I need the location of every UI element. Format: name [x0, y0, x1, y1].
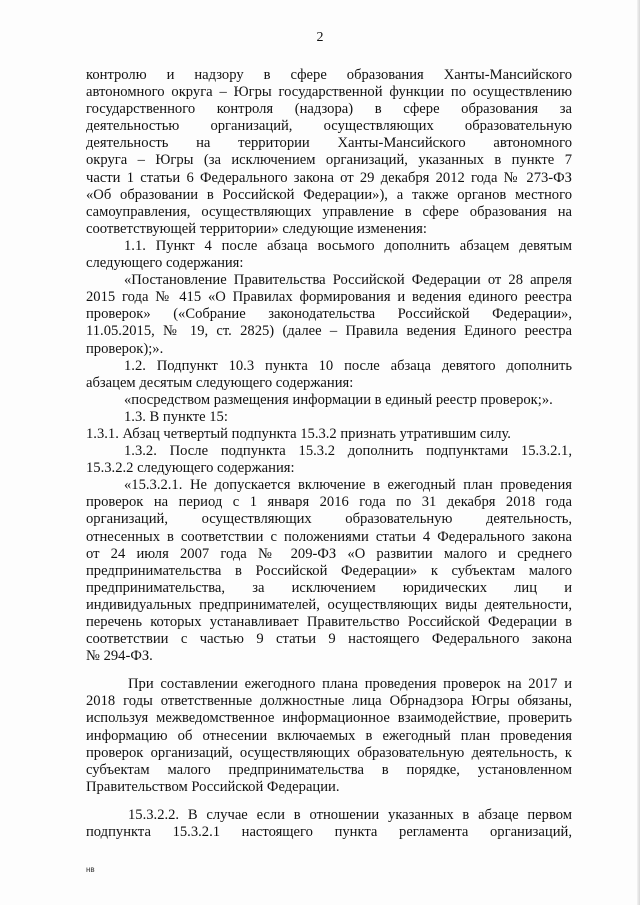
text-line: предпринимательства в Российской Федерации» к субъектам малого: [86, 562, 572, 579]
text-line: 15.3.2.2 следующего содержания:: [86, 460, 295, 477]
text-line: 15.3.2.2. В случае если в отношении указанных в абзаце первом: [128, 806, 572, 823]
text-line: части 1 статьи 6 Федерального закона от 29 декабря 2012 года № 273-ФЗ: [86, 169, 572, 186]
text-line: абзацем десятым следующего содержания:: [86, 374, 354, 391]
text-line: государственного контроля (надзора) в сфере образования за: [86, 101, 572, 118]
footer-initials: нв: [86, 865, 95, 874]
text-line: соответствующей территории» следующие изменения:: [86, 220, 427, 237]
text-line: перечень которых устанавливает Правительство Российской Федерации в: [86, 614, 572, 630]
text-line: организаций, осуществляющих образовательную деятельность,: [86, 511, 572, 528]
text-line: проверок на период с 1 января 2016 года по 31 декабря 2018 года: [86, 494, 572, 511]
text-line: 11.05.2015, № 19, ст. 2825) (далее – Правила ведения Единого реестра: [86, 323, 572, 340]
text-line: «Об образовании в Российской Федерации»), а также органов местного: [86, 186, 572, 203]
text-line: При составлении ежегодного плана проведения проверок на 2017 и: [128, 676, 572, 693]
text-line: 1.3. В пункте 15:: [124, 408, 228, 425]
text-line: проверок организаций, осуществляющих образовательную деятельность, к: [86, 744, 572, 761]
text-line: индивидуальных предпринимателей, осуществляющих виды деятельности,: [86, 596, 572, 613]
text-line: «15.3.2.1. Не допускается включение в ежегодный план проведения: [124, 477, 572, 494]
text-line: автономного округа – Югры государственной функции по осуществлению: [86, 84, 572, 101]
text-line: 1.1. Пункт 4 после абзаца восьмого дополнить абзацем девятым: [124, 237, 572, 254]
text-line: соответствии с частью 9 статьи 9 настоящего Федерального закона: [86, 631, 572, 648]
document-body: [86, 67, 572, 841]
text-line: проверок);».: [86, 340, 164, 357]
text-line: 1.2. Подпункт 10.3 пункта 10 после абзаца девятого дополнить: [124, 357, 572, 374]
text-line: используя межведомственное информационное взаимодействие, проверить: [86, 710, 572, 727]
text-line: проверок» («Собрание законодательства Российской Федерации»,: [86, 306, 572, 323]
page-number: 2: [316, 30, 324, 45]
text-line: 2018 годы ответственные должностные лица Обрнадзора Югры обязаны,: [86, 693, 572, 710]
text-line: субъектам малого предпринимательства в порядке, установленном: [86, 761, 572, 778]
text-line: отнесенных в соответствии с положениями статьи 4 Федерального закона: [86, 528, 572, 545]
text-line: деятельность на территории Ханты-Мансийского автономного: [86, 135, 572, 152]
text-line: «Постановление Правительства Российской Федерации от 28 апреля: [124, 272, 572, 289]
text-line: деятельностью организаций, осуществляющих образовательную: [86, 118, 572, 135]
text-line: предпринимательства, за исключением юридических лиц и: [86, 579, 572, 596]
text-line: «посредством размещения информации в единый реестр проверок;».: [124, 391, 553, 408]
text-line: от 24 июля 2007 года № 209-ФЗ «О развитии малого и среднего: [86, 545, 572, 562]
text-line: № 294-ФЗ.: [86, 648, 153, 665]
text-line: округа – Югры (за исключением организаций, указанных в пункте 7: [86, 152, 572, 169]
text-line: информацию об отнесении включаемых в ежегодный план проведения: [86, 727, 572, 744]
text-line: следующего содержания:: [86, 255, 244, 272]
text-line: 2015 года № 415 «О Правилах формирования и ведения единого реестра: [86, 289, 572, 306]
text-line: 1.3.2. После подпункта 15.3.2 дополнить подпунктами 15.3.2.1,: [124, 443, 572, 460]
text-line: контролю и надзору в сфере образования Ханты-Мансийского: [86, 67, 572, 83]
text-line: Правительством Российской Федерации.: [86, 778, 340, 795]
text-line: подпункта 15.3.2.1 настоящего пункта регламента организаций,: [86, 824, 572, 841]
text-line: 1.3.1. Абзац четвертый подпункта 15.3.2 признать утратившим силу.: [86, 425, 511, 442]
text-line: самоуправления, осуществляющих управление в сфере образования на: [86, 203, 572, 220]
